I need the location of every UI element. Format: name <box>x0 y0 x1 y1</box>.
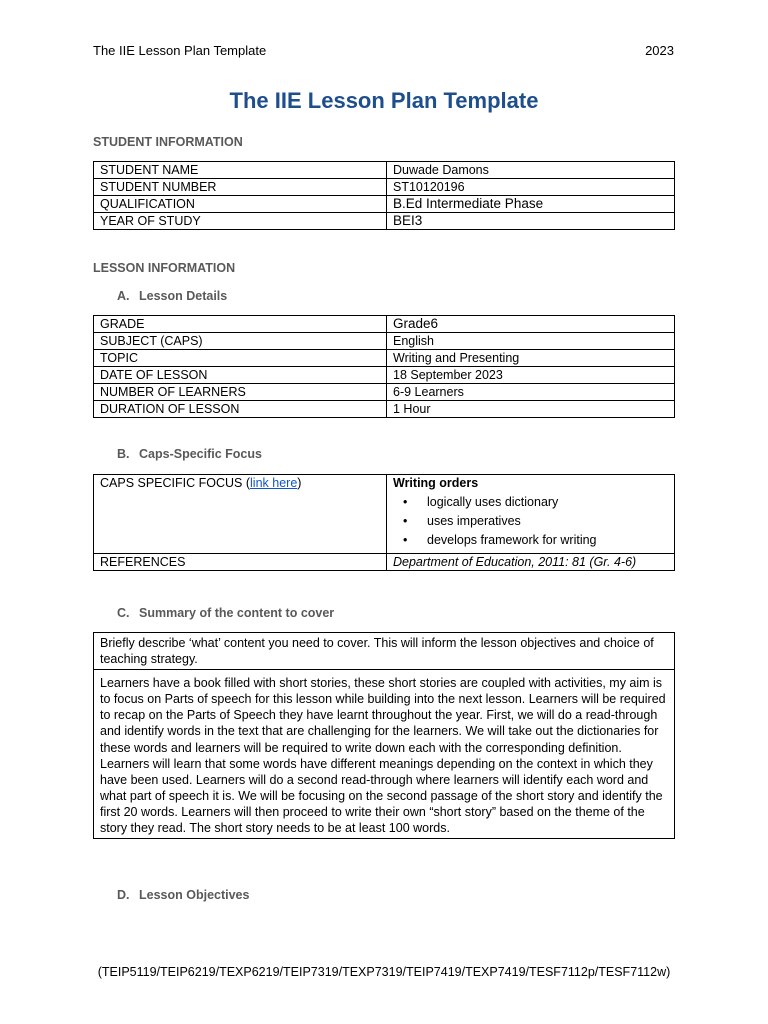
summary-prompt: Briefly describe ‘what’ content you need to cover. This will inform the lesson objectives and choice of teaching strategy. <box>94 633 675 670</box>
student-information-table <box>93 161 675 230</box>
lesson-information-heading: LESSON INFORMATION <box>93 261 236 275</box>
date-label: DATE OF LESSON <box>94 367 387 384</box>
student-number-value: ST10120196 <box>387 179 675 196</box>
table-row <box>94 316 675 333</box>
caps-focus-label <box>94 475 387 554</box>
student-information-heading: STUDENT INFORMATION <box>93 135 243 149</box>
subject-value: English <box>387 333 675 350</box>
lesson-details-table <box>93 315 675 418</box>
table-row <box>94 633 675 670</box>
grade-label: GRADE <box>94 316 387 333</box>
section-letter: C. <box>117 606 130 620</box>
page-title: The IIE Lesson Plan Template <box>229 88 539 113</box>
caps-link[interactable]: link here <box>250 476 298 490</box>
focus-bullet-list <box>393 493 668 550</box>
table-row <box>94 554 675 571</box>
section-title: Lesson Details <box>139 289 228 303</box>
table-row <box>94 213 675 230</box>
caps-focus-label-suffix: ) <box>297 476 302 490</box>
learners-value: 6-9 Learners <box>387 384 675 401</box>
topic-value: Writing and Presenting <box>387 350 675 367</box>
table-row <box>94 401 675 418</box>
table-row <box>94 384 675 401</box>
table-row <box>94 670 675 839</box>
footer-codes: (TEIP5119/TEIP6219/TEXP6219/TEIP7319/TEXP7319/TEIP7419/TEXP7419/TESF7112p/TESF7112w) <box>97 965 671 979</box>
header-year: 2023 <box>645 43 674 58</box>
table-row <box>94 162 675 179</box>
section-letter: D. <box>117 888 130 902</box>
list-item: • develops framework for writing <box>427 531 668 550</box>
student-number-label: STUDENT NUMBER <box>94 179 387 196</box>
writing-orders-heading: Writing orders <box>393 476 479 490</box>
subject-label: SUBJECT (CAPS) <box>94 333 387 350</box>
summary-heading <box>117 606 334 620</box>
caps-focus-label-text: CAPS SPECIFIC FOCUS ( <box>100 476 251 490</box>
caps-focus-heading <box>117 447 262 461</box>
table-row <box>94 333 675 350</box>
duration-value: 1 Hour <box>387 401 675 418</box>
caps-focus-table <box>93 474 675 571</box>
section-title: Lesson Objectives <box>139 888 250 902</box>
references-label: REFERENCES <box>94 554 387 571</box>
topic-label: TOPIC <box>94 350 387 367</box>
summary-body: Learners have a book filled with short stories, these short stories are coupled with activities, my aim is to focus on Parts of speech for this lesson while building into the next lesson. Learners will be required to recap on the Parts of Speech they have learnt throughout the year. First, we will do a read-through and identify words in the text that are challenging for the learners. We will take out the dictionaries for these words and learners will be required to write down each with the corresponding definition. Learners will learn that some words have different meanings depending on the context in which they have been used. Learners will do a second read-through where learners will identify each word and what part of speech it is. We will be focusing on the second passage of the short story and identify the first 20 words. Learners will then proceed to write their own “short story” based on the theme of the story they read. The short story needs to be at least 100 words. <box>94 670 675 839</box>
list-item: • logically uses dictionary <box>427 493 668 512</box>
section-letter: A. <box>117 289 130 303</box>
table-row <box>94 350 675 367</box>
qualification-label: QUALIFICATION <box>94 196 387 213</box>
student-name-label: STUDENT NAME <box>94 162 387 179</box>
date-value: 18 September 2023 <box>387 367 675 384</box>
section-title: Caps-Specific Focus <box>139 447 262 461</box>
section-title: Summary of the content to cover <box>139 606 335 620</box>
year-of-study-value: BEI3 <box>387 213 675 230</box>
qualification-value: B.Ed Intermediate Phase <box>387 196 675 213</box>
student-name-value: Duwade Damons <box>387 162 675 179</box>
lesson-objectives-heading <box>117 888 249 902</box>
table-row <box>94 196 675 213</box>
table-row <box>94 367 675 384</box>
references-value: Department of Education, 2011: 81 (Gr. 4-6) <box>387 554 675 571</box>
lesson-details-heading <box>117 289 227 303</box>
header-title: The IIE Lesson Plan Template <box>93 43 267 58</box>
table-row <box>94 475 675 554</box>
table-row <box>94 179 675 196</box>
section-letter: B. <box>117 447 130 461</box>
duration-label: DURATION OF LESSON <box>94 401 387 418</box>
summary-table <box>93 632 675 839</box>
list-item: • uses imperatives <box>427 512 668 531</box>
caps-focus-value <box>387 475 675 554</box>
learners-label: NUMBER OF LEARNERS <box>94 384 387 401</box>
year-of-study-label: YEAR OF STUDY <box>94 213 387 230</box>
grade-value: Grade6 <box>387 316 675 333</box>
